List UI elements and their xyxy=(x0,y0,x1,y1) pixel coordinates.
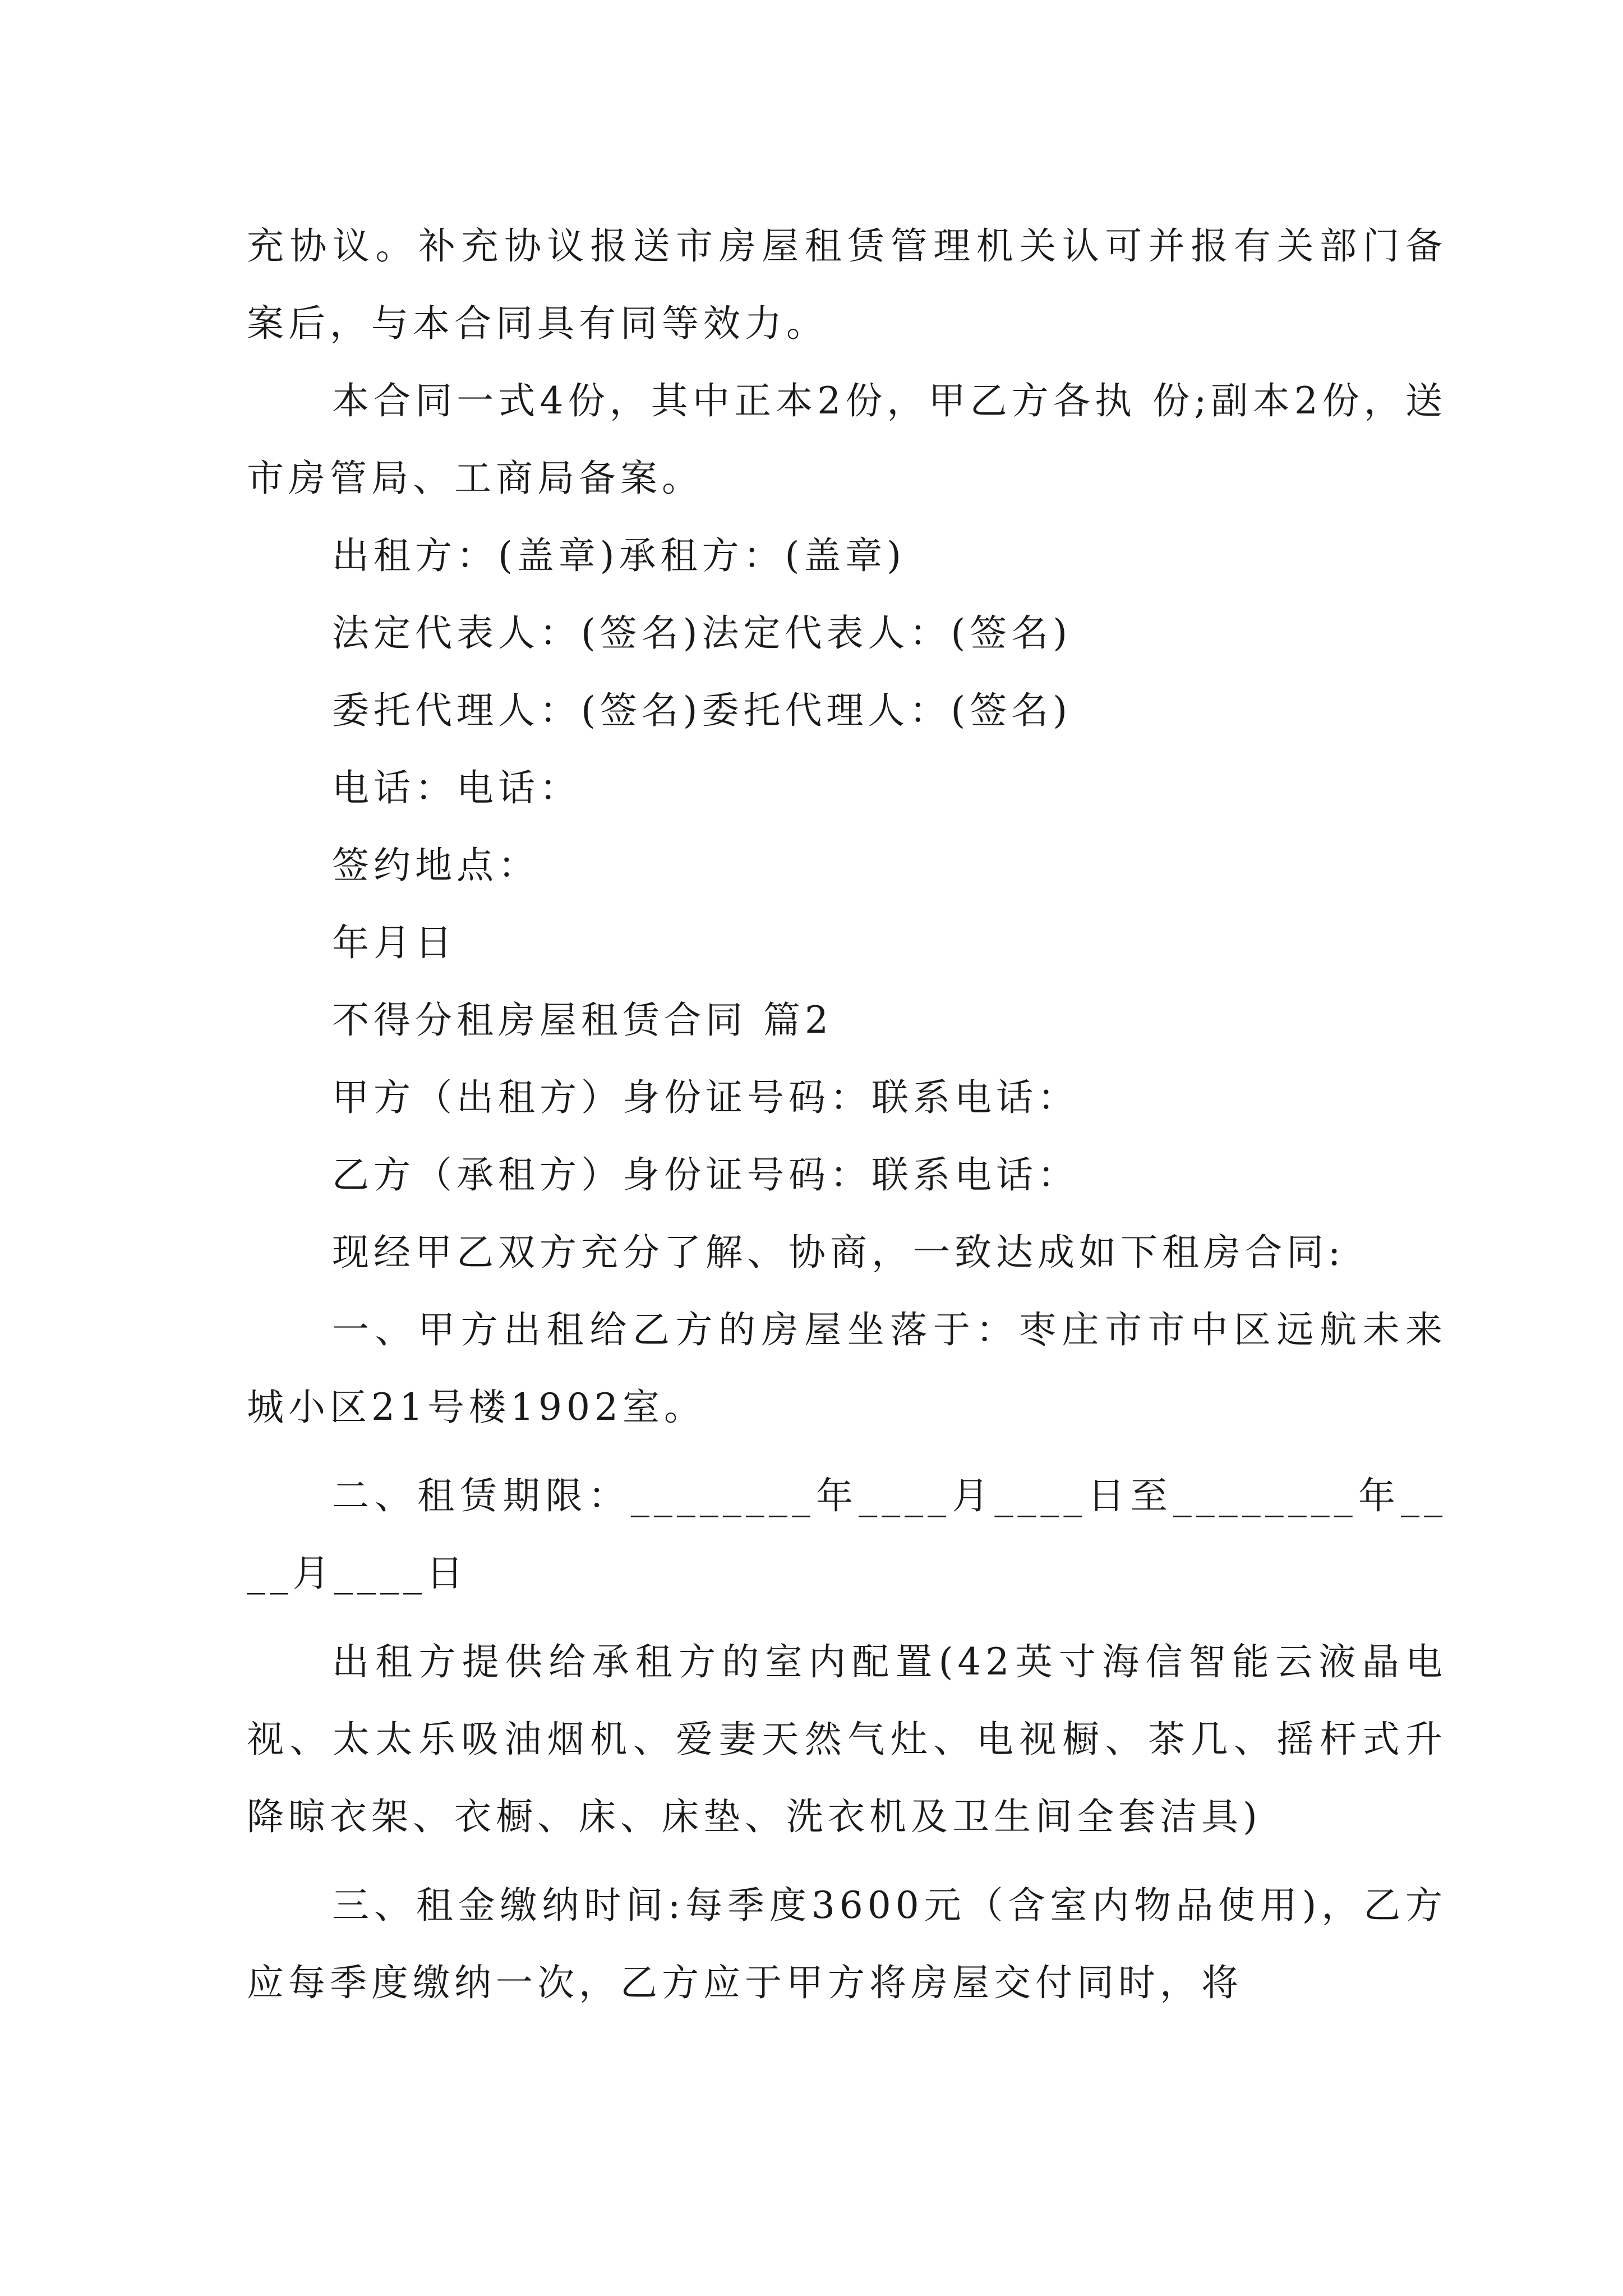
line-signing-place: 签约地点： xyxy=(332,844,540,887)
line-party-b: 乙方（承租方）身份证号码：联系电话： xyxy=(332,1153,1079,1197)
paragraph-gap xyxy=(247,1856,1447,1867)
document-body xyxy=(247,208,1447,2022)
paragraph-furnishings: 出租方提供给承租方的室内配置(42英寸海信智能云液晶电视、太太乐吸油烟机、爱妻天然气灶、电视橱、茶几、摇杆式升降晾衣架、衣橱、床、床垫、洗衣机及卫生间全套洁具) xyxy=(247,1640,1447,1838)
line-phone: 电话：电话： xyxy=(332,766,581,809)
clause-3-rent-payment: 三、租金缴纳时间:每季度3600元（含室内物品使用)，乙方应每季度缴纳一次，乙方应于甲方将房屋交付同时，将 xyxy=(247,1884,1447,2004)
line-party-a: 甲方（出租方）身份证号码：联系电话： xyxy=(332,1076,1079,1119)
line-date: 年月日 xyxy=(332,921,457,964)
line-agreement-intro: 现经甲乙双方充分了解、协商，一致达成如下租房合同: xyxy=(332,1231,1345,1274)
paragraph-copies: 本合同一式4份，其中正本2份，甲乙方各执 份;副本2份，送市房管局、工商局备案。 xyxy=(247,379,1447,500)
section-title-contract-2: 不得分租房屋租赁合同 篇2 xyxy=(332,999,833,1042)
paragraph-gap xyxy=(247,1446,1447,1457)
clause-1-location: 一、甲方出租给乙方的房屋坐落于：枣庄市市中区远航未来城小区21号楼1902室。 xyxy=(247,1308,1447,1429)
line-lessor-lessee-seal: 出租方：(盖章)承租方：(盖章) xyxy=(332,534,906,577)
line-authorized-agent: 委托代理人：(签名)委托代理人：(签名) xyxy=(332,689,1072,732)
paragraph-gap xyxy=(247,1612,1447,1623)
clause-2-lease-term: 二、租赁期限：________年____月____日至________年____月____日 xyxy=(247,1474,1447,1595)
paragraph-supplement-agreement: 充协议。补充协议报送市房屋租赁管理机关认可并报有关部门备案后，与本合同具有同等效力。 xyxy=(247,224,1447,345)
line-legal-representative: 法定代表人：(签名)法定代表人：(签名) xyxy=(332,611,1072,655)
